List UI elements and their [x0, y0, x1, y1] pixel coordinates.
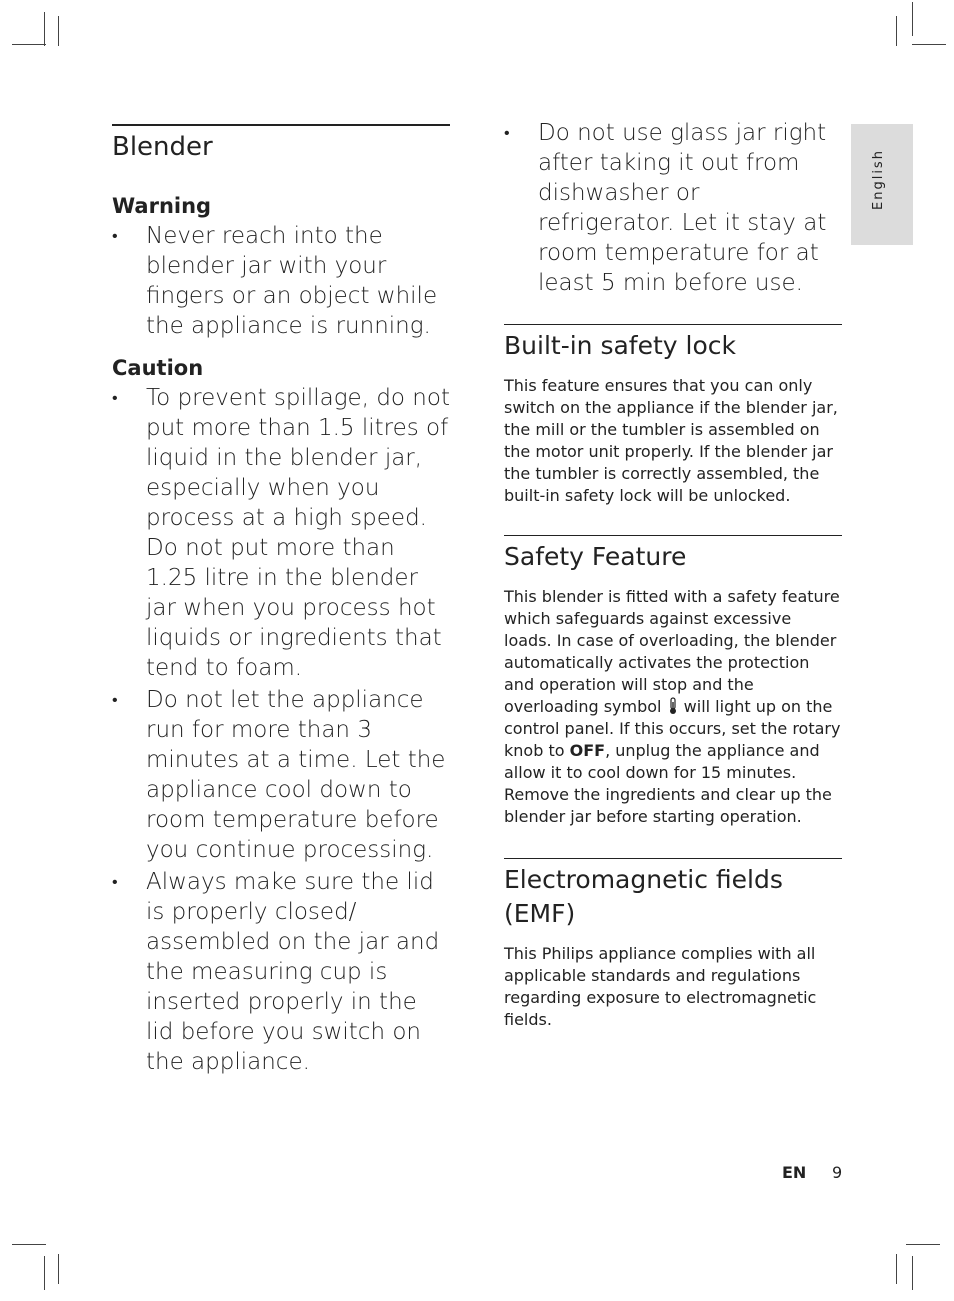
crop-mark: [58, 1254, 59, 1284]
bullet-icon: •: [504, 123, 510, 142]
crop-mark: [912, 1256, 913, 1290]
section-emf: [504, 858, 842, 1031]
list-item: [112, 867, 450, 1077]
list-item: [112, 221, 450, 341]
caution-text: To prevent spillage, do not put more than 1.5 litres of liquid in the blender jar, especially when you process at a high speed. Do not put more than 1.25 litre in the blender jar when you process hot liquids or ingredients that tend to foam.: [146, 385, 450, 681]
emf-text: This Philips appliance complies with all applicable standards and regulations regarding exposure to electromagnetic fields.: [504, 944, 817, 1029]
section-safety-lock: [504, 324, 842, 507]
section-title-emf: Electromagnetic fields (EMF): [504, 858, 842, 931]
crop-mark: [912, 44, 946, 45]
safety-feature-text: [504, 586, 842, 828]
bullet-icon: •: [112, 388, 118, 407]
list-item: [112, 685, 450, 865]
bullet-icon: •: [112, 872, 118, 891]
caution-text: Always make sure the lid is properly closed/ assembled on the jar and the measuring cup is inserted properly in the lid before you switch on the appliance.: [146, 869, 440, 1075]
glass-jar-list: [504, 118, 842, 298]
section-safety-feature: [504, 535, 842, 828]
right-column: [504, 118, 842, 1031]
footer-lang: EN: [782, 1163, 807, 1182]
glass-jar-text: Do not use glass jar right after taking it out from dishwasher or refrigerator. Let it stay at room temperature for at least 5 min before use.: [538, 120, 827, 296]
list-item: [504, 118, 842, 298]
safety-lock-text: This feature ensures that you can only switch on the appliance if the blender jar, the mill or the tumbler is assembled on the motor unit properly. If the blender jar the tumbler is correctly assembled, the built-in safety lock will be unlocked.: [504, 376, 838, 505]
section-title-safety-lock: Built-in safety lock: [504, 324, 842, 363]
crop-mark: [896, 1254, 897, 1284]
page-number: 9: [832, 1163, 843, 1182]
crop-mark: [912, 2, 913, 36]
warning-heading: Warning: [112, 194, 212, 218]
safety-feature-text-part-1: This blender is fitted with a safety feature which safeguards against excessive loads. In case of overloading, the blender automatically activates the protection and operation will stop and the overloading symbol: [504, 587, 840, 716]
crop-mark: [896, 16, 897, 46]
off-label: OFF: [569, 741, 606, 760]
list-item: [112, 383, 450, 683]
section-title-blender: Blender: [112, 124, 450, 164]
safety-feature-text-part-3: , unplug the appliance and allow it to cool down for 15 minutes. Remove the ingredients and clear up the blender jar before starting operation.: [504, 741, 832, 826]
language-tab-label: English: [871, 149, 886, 210]
crop-mark: [44, 12, 45, 46]
bullet-icon: •: [112, 690, 118, 709]
crop-mark: [44, 1256, 45, 1290]
crop-mark: [58, 16, 59, 46]
overload-thermometer-icon: [667, 697, 679, 715]
safety-feature-text-part-2: will light up on the control panel. If this occurs, set the rotary knob to: [504, 697, 841, 760]
bullet-icon: •: [112, 226, 118, 245]
warning-list: [112, 221, 450, 341]
caution-heading: Caution: [112, 356, 204, 380]
section-title-safety-feature: Safety Feature: [504, 535, 842, 574]
crop-mark: [906, 1244, 940, 1245]
caution-list: [112, 383, 450, 1077]
language-tab: [851, 124, 913, 245]
crop-mark: [12, 44, 46, 45]
left-column: [112, 124, 450, 1079]
warning-text: Never reach into the blender jar with your fingers or an object while the appliance is running.: [146, 223, 438, 339]
caution-text: Do not let the appliance run for more than 3 minutes at a time. Let the appliance cool down to room temperature before you continue processing.: [146, 687, 446, 863]
crop-mark: [12, 1244, 46, 1245]
